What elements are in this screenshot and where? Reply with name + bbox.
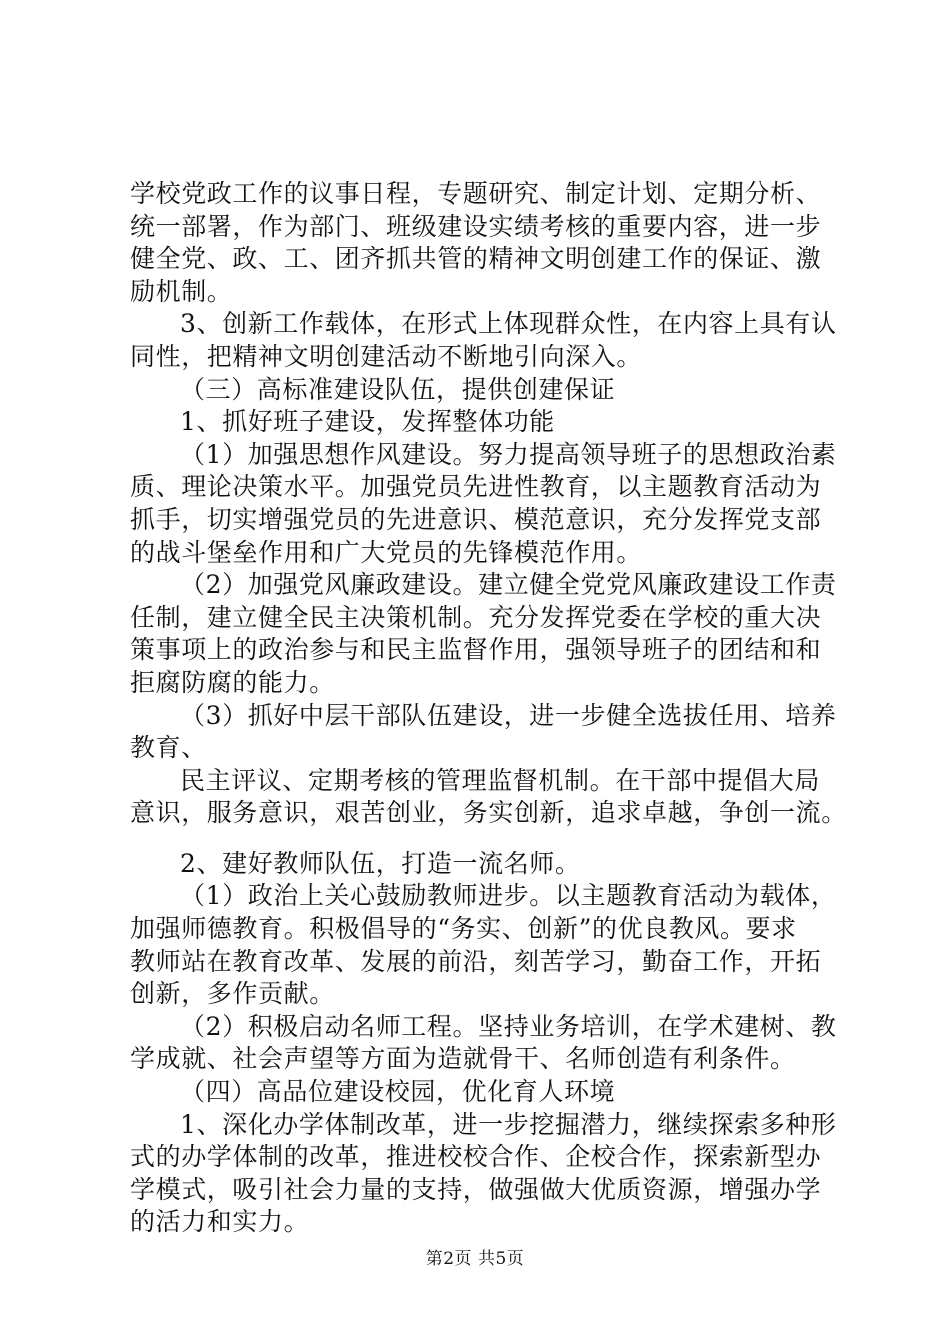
text-line: 民主评议、定期考核的管理监督机制。在干部中提倡大局 <box>180 765 821 795</box>
text-line: 任制，建立健全民主决策机制。充分发挥党委在学校的重大决 <box>130 602 822 632</box>
text-line: （3）抓好中层干部队伍建设，进一步健全选拔任用、培养 <box>180 700 837 730</box>
text-line: 1、深化办学体制改革，进一步挖掘潜力，继续探索多种形 <box>180 1109 837 1139</box>
text-line: 励机制。 <box>130 276 233 306</box>
text-line: 统一部署，作为部门、班级建设实绩考核的重要内容，进一步 <box>130 211 822 241</box>
paragraph-gap <box>130 830 840 848</box>
text-line: 健全党、政、工、团齐抓共管的精神文明创建工作的保证、激 <box>130 244 822 274</box>
text-line: 拒腐防腐的能力。 <box>130 667 335 697</box>
text-line: 式的办学体制的改革，推进校校合作、企校合作，探索新型办 <box>130 1142 822 1172</box>
text-line: 策事项上的政治参与和民主监督作用，强领导班子的团结和和 <box>130 635 822 665</box>
text-line: （2）加强党风廉政建设。建立健全党党风廉政建设工作责 <box>180 570 837 600</box>
text-line: 同性，把精神文明创建活动不断地引向深入。 <box>130 341 643 371</box>
text-line: 抓手，切实增强党员的先进意识、模范意识，充分发挥党支部 <box>130 504 822 534</box>
text-line: 学校党政工作的议事日程，专题研究、制定计划、定期分析、 <box>130 179 822 208</box>
text-line: （三）高标准建设队伍，提供创建保证 <box>180 374 616 404</box>
text-line: 的战斗堡垒作用和广大党员的先锋模范作用。 <box>130 537 643 567</box>
text-line: 学模式，吸引社会力量的支持，做强做大优质资源，增强办学 <box>130 1174 822 1204</box>
text-line: （2）积极启动名师工程。坚持业务培训，在学术建树、教 <box>180 1011 837 1041</box>
text-line: 教育、 <box>130 733 207 763</box>
text-line: 学成就、社会声望等方面为造就骨干、名师创造有利条件。 <box>130 1044 796 1074</box>
text-line: 的活力和实力。 <box>130 1207 310 1237</box>
page-footer: 第2页 共5页 <box>425 1249 525 1269</box>
text-line: 意识，服务意识，艰苦创业，务实创新，追求卓越，争创一流。 <box>130 798 847 828</box>
text-line: （1）加强思想作风建设。努力提高领导班子的思想政治素 <box>180 439 837 469</box>
text-line: 质、理论决策水平。加强党员先进性教育，以主题教育活动为 <box>130 472 822 502</box>
document-body <box>130 178 847 1239</box>
text-line: 加强师德教育。积极倡导的“务实、创新”的优良教风。要求 <box>130 914 797 944</box>
text-line: 创新，多作贡献。 <box>130 979 335 1009</box>
text-line: （四）高品位建设校园，优化育人环境 <box>180 1077 616 1107</box>
text-line: 1、抓好班子建设，发挥整体功能 <box>180 407 555 437</box>
text-line: （1）政治上关心鼓励教师进步。以主题教育活动为载体， <box>180 881 837 911</box>
text-line: 3、创新工作载体，在形式上体现群众性，在内容上具有认 <box>180 309 837 339</box>
text-line: 2、建好教师队伍，打造一流名师。 <box>180 848 581 878</box>
text-line: 教师站在教育改革、发展的前沿，刻苦学习，勤奋工作，开拓 <box>130 946 822 976</box>
